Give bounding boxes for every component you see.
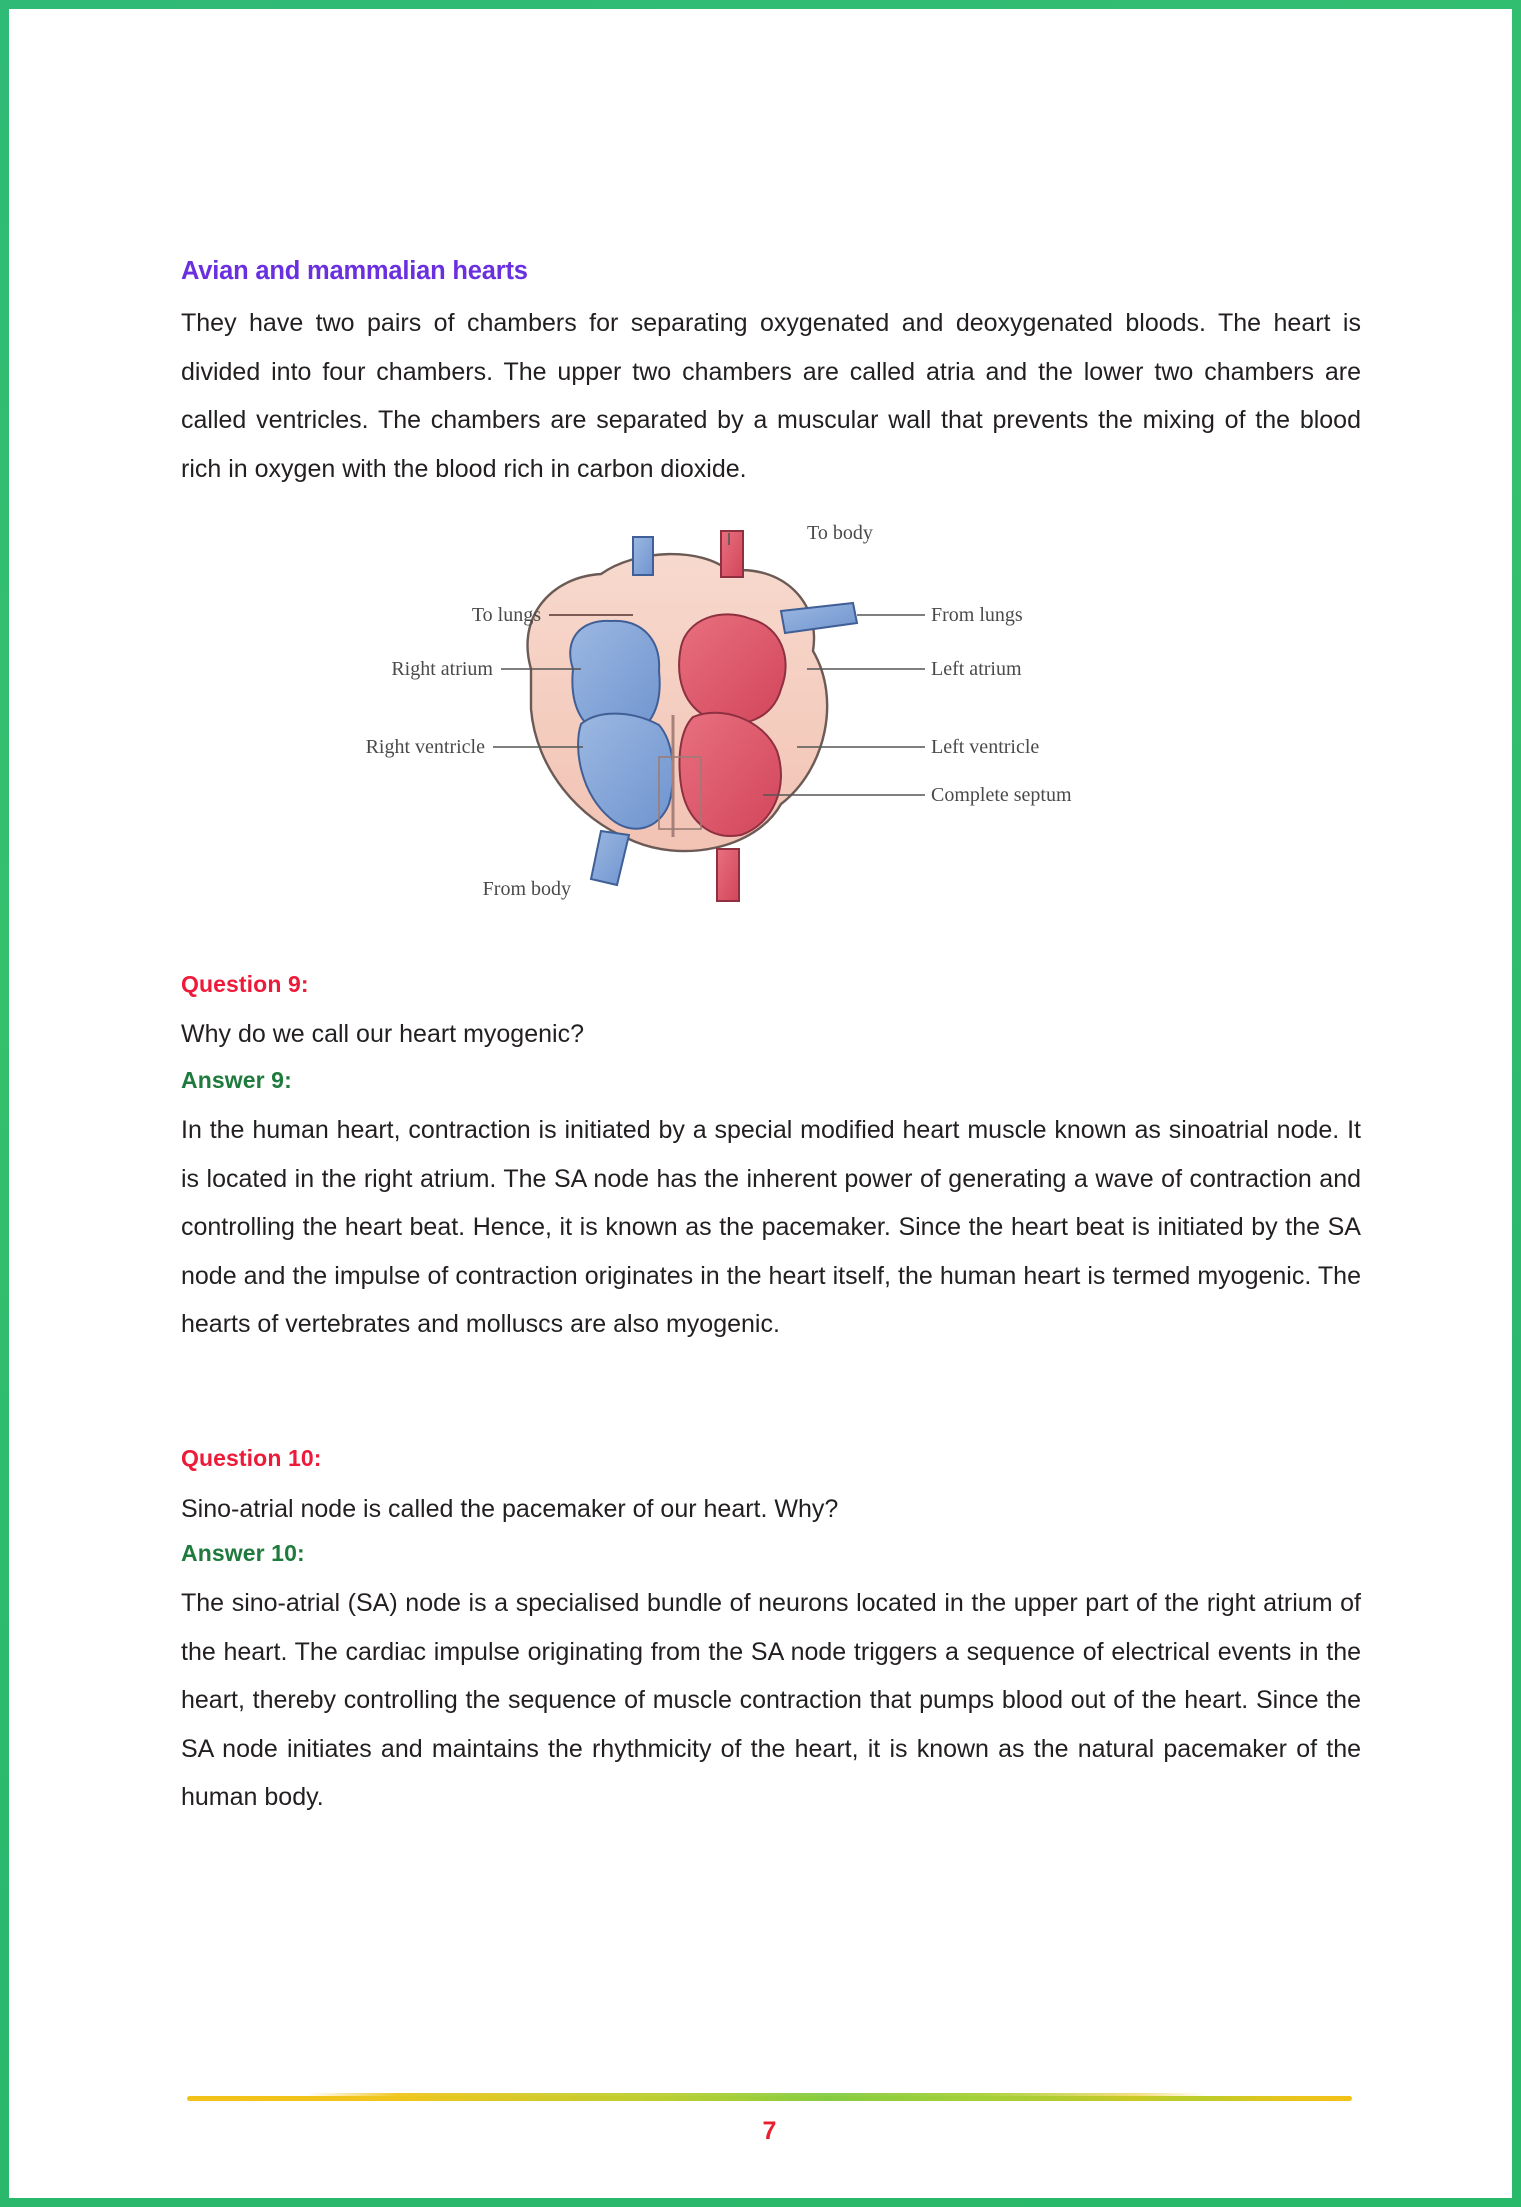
answer-10-text: The sino-atrial (SA) node is a specialised bundle of neurons located in the upper part of the right atrium of the heart. The cardiac impulse originating from the SA node triggers a sequence of electrical events in the heart, thereby controlling the sequence of muscle contraction that pumps blood out of the heart. Since the SA node initiates and maintains the rhythmicity of the heart, it is known as the natural pacemaker of the human body. (181, 1589, 1361, 1811)
diagram-label-to-lungs: To lungs (471, 604, 541, 626)
left-atrium-chamber (679, 614, 785, 723)
footer-bar-overlay (307, 2093, 1207, 2101)
intro-paragraph: They have two pairs of chambers for separating oxygenated and deoxygenated bloods. The heart is divided into four chambers. The upper two chambers are called atria and the lower two chambers are called ventricles. The chambers are separated by a muscular wall that prevents the mixing of the blood rich in oxygen with the blood rich in carbon dioxide. (181, 309, 1361, 483)
pulmonary-artery-to-lungs-vessel (633, 537, 653, 575)
diagram-label-right-atrium: Right atrium (391, 658, 493, 680)
heart-anatomy-svg (181, 519, 1361, 919)
page-number: 7 (762, 2117, 777, 2145)
aorta-to-body-vessel (721, 531, 743, 577)
diagram-label-from-body: From body (482, 878, 571, 900)
section-heading-avian-mammalian-hearts: Avian and mammalian hearts (181, 257, 528, 285)
question-10-label: Question 10: (181, 1445, 322, 1471)
answer-10-label: Answer 10: (181, 1540, 305, 1566)
vena-cava-from-body-vessel (591, 831, 629, 885)
page-content (181, 9, 1361, 2198)
diagram-label-left-ventricle: Left ventricle (931, 736, 1040, 758)
answer-9-text: In the human heart, contraction is initiated by a special modified heart muscle known as sinoatrial node. It is located in the right atrium. The SA node has the inherent power of generating a wave of contraction and controlling the heart beat. Hence, it is known as the pacemaker. Since the heart beat is initiated by the SA node and the impulse of contraction originates in the heart itself, the human heart is termed myogenic. The hearts of vertebrates and molluscs are also myogenic. (181, 1116, 1361, 1338)
question-9-text: Why do we call our heart myogenic? (181, 1020, 584, 1048)
answer-9-label: Answer 9: (181, 1067, 292, 1093)
heart-diagram-figure (181, 519, 1361, 919)
footer-decorative-bar (187, 2091, 1352, 2105)
diagram-label-to-body: To body (807, 522, 873, 544)
heart-outline (527, 554, 827, 851)
question-10-text: Sino-atrial node is called the pacemaker of our heart. Why? (181, 1495, 839, 1523)
diagram-label-complete-septum: Complete septum (931, 784, 1072, 806)
descending-aorta-vessel (717, 849, 739, 901)
diagram-label-left-atrium: Left atrium (931, 658, 1022, 680)
diagram-label-from-lungs: From lungs (931, 604, 1023, 626)
question-9-label: Question 9: (181, 971, 309, 997)
diagram-label-right-ventricle: Right ventricle (365, 736, 485, 758)
